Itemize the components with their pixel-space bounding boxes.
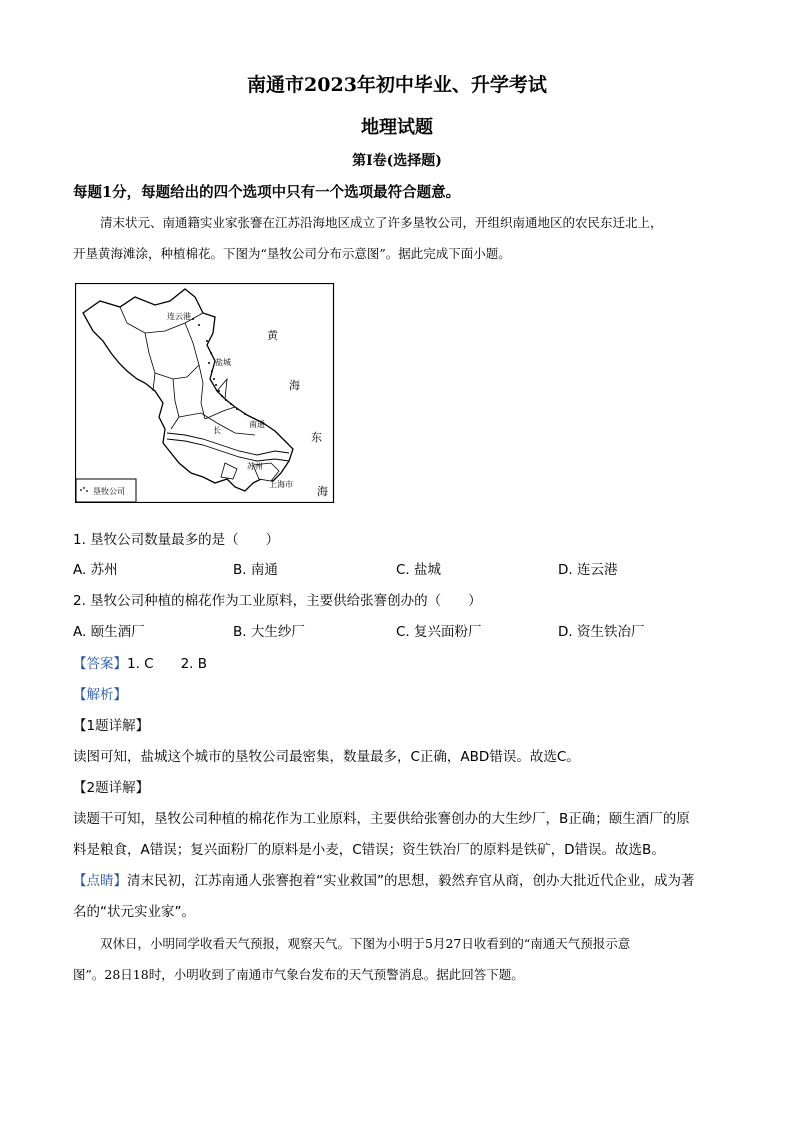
label-suzhou: 苏州 <box>247 462 263 471</box>
label-nantong: 南通 <box>249 420 265 429</box>
analysis-q2-line2: 料是粮食，A错误；复兴面粉厂的原料是小麦，C错误；资生铁冶厂的原料是铁矿，D错误。故选B。 <box>73 842 665 858</box>
company-marker <box>221 395 223 397</box>
company-marker <box>236 408 238 410</box>
label-chang: 长 <box>213 426 221 435</box>
exam-title: 南通市2023年初中毕业、升学考试 <box>247 74 547 96</box>
subject-title: 地理试题 <box>361 117 433 138</box>
answer-tag: 【答案】 <box>73 656 127 672</box>
company-marker <box>230 403 232 405</box>
section-title: 第Ⅰ卷(选择题) <box>352 153 442 169</box>
answer-line <box>73 652 207 672</box>
passage2-line2: 图”。28日18时，小明收到了南通市气象台发布的天气预警消息。据此回答下题。 <box>73 967 524 982</box>
company-marker <box>215 384 217 386</box>
note-tag: 【点睛】 <box>73 873 127 889</box>
legend-label: 垦牧公司 <box>93 487 125 496</box>
passage2-line1: 双休日，小明同学收看天气预报，观察天气。下图为小明于5月27日收看到的“南通天气预报示意 <box>100 936 631 951</box>
question2-option-c: C. 复兴面粉厂 <box>396 624 482 640</box>
analysis-tag: 【解析】 <box>73 687 127 703</box>
label-dong: 东 <box>311 431 322 444</box>
question1-stem: 1. 垦牧公司数量最多的是（ ） <box>73 532 280 548</box>
instruction: 每题1分，每题给出的四个选项中只有一个选项最符合题意。 <box>73 184 461 201</box>
company-marker <box>206 340 208 342</box>
passage1-line1: 清末状元、南通籍实业家张謇在江苏沿海地区成立了许多垦牧公司，开组织南通地区的农民东迁北上， <box>100 215 663 230</box>
reclamation-company-map <box>75 283 335 503</box>
company-marker <box>192 318 194 320</box>
note-text-1: 清末民初，江苏南通人张謇抱着“实业救国”的思想，毅然弃官从商，创办大批近代企业，成为著 <box>127 873 695 889</box>
company-marker <box>244 413 246 415</box>
note-line1 <box>73 869 695 889</box>
label-hai2: 海 <box>317 485 328 498</box>
answer-text: 1. C 2. B <box>127 656 208 672</box>
company-marker <box>198 324 200 326</box>
analysis-q2-tag: 【2题详解】 <box>73 780 150 796</box>
company-marker <box>213 378 215 380</box>
company-marker <box>225 399 227 401</box>
passage1-line2: 开垦黄海滩涂，种植棉花。下图为“垦牧公司分布示意图”。据此完成下面小题。 <box>73 246 511 261</box>
label-hai: 海 <box>289 379 300 392</box>
question1-option-d: D. 连云港 <box>558 562 618 578</box>
analysis-q1-text: 读图可知，盐城这个城市的垦牧公司最密集，数量最多，C正确，ABD错误。故选C。 <box>73 749 580 765</box>
analysis-q2-line1: 读题干可知，垦牧公司种植的棉花作为工业原料，主要供给张謇创办的大生纱厂，B正确；颐生酒厂的原 <box>73 811 690 827</box>
question2-option-d: D. 资生铁冶厂 <box>558 624 645 640</box>
question2-option-b: B. 大生纱厂 <box>233 624 305 640</box>
note-line2: 名的“状元实业家”。 <box>73 904 195 920</box>
company-marker <box>208 362 210 364</box>
label-huang: 黄 <box>267 329 278 342</box>
question2-stem: 2. 垦牧公司种植的棉花作为工业原料，主要供给张謇创办的（ ） <box>73 593 482 609</box>
company-marker <box>211 370 213 372</box>
question1-option-a: A. 苏州 <box>73 562 118 578</box>
company-marker <box>218 390 220 392</box>
label-shanghai: 上海市 <box>269 480 293 489</box>
question1-option-c: C. 盐城 <box>396 562 442 578</box>
label-yancheng: 盐城 <box>215 358 231 367</box>
label-lianyungang: 连云港 <box>167 312 191 321</box>
question1-option-b: B. 南通 <box>233 562 278 578</box>
question2-option-a: A. 颐生酒厂 <box>73 624 145 640</box>
company-marker <box>210 352 212 354</box>
analysis-q1-tag: 【1题详解】 <box>73 718 150 734</box>
